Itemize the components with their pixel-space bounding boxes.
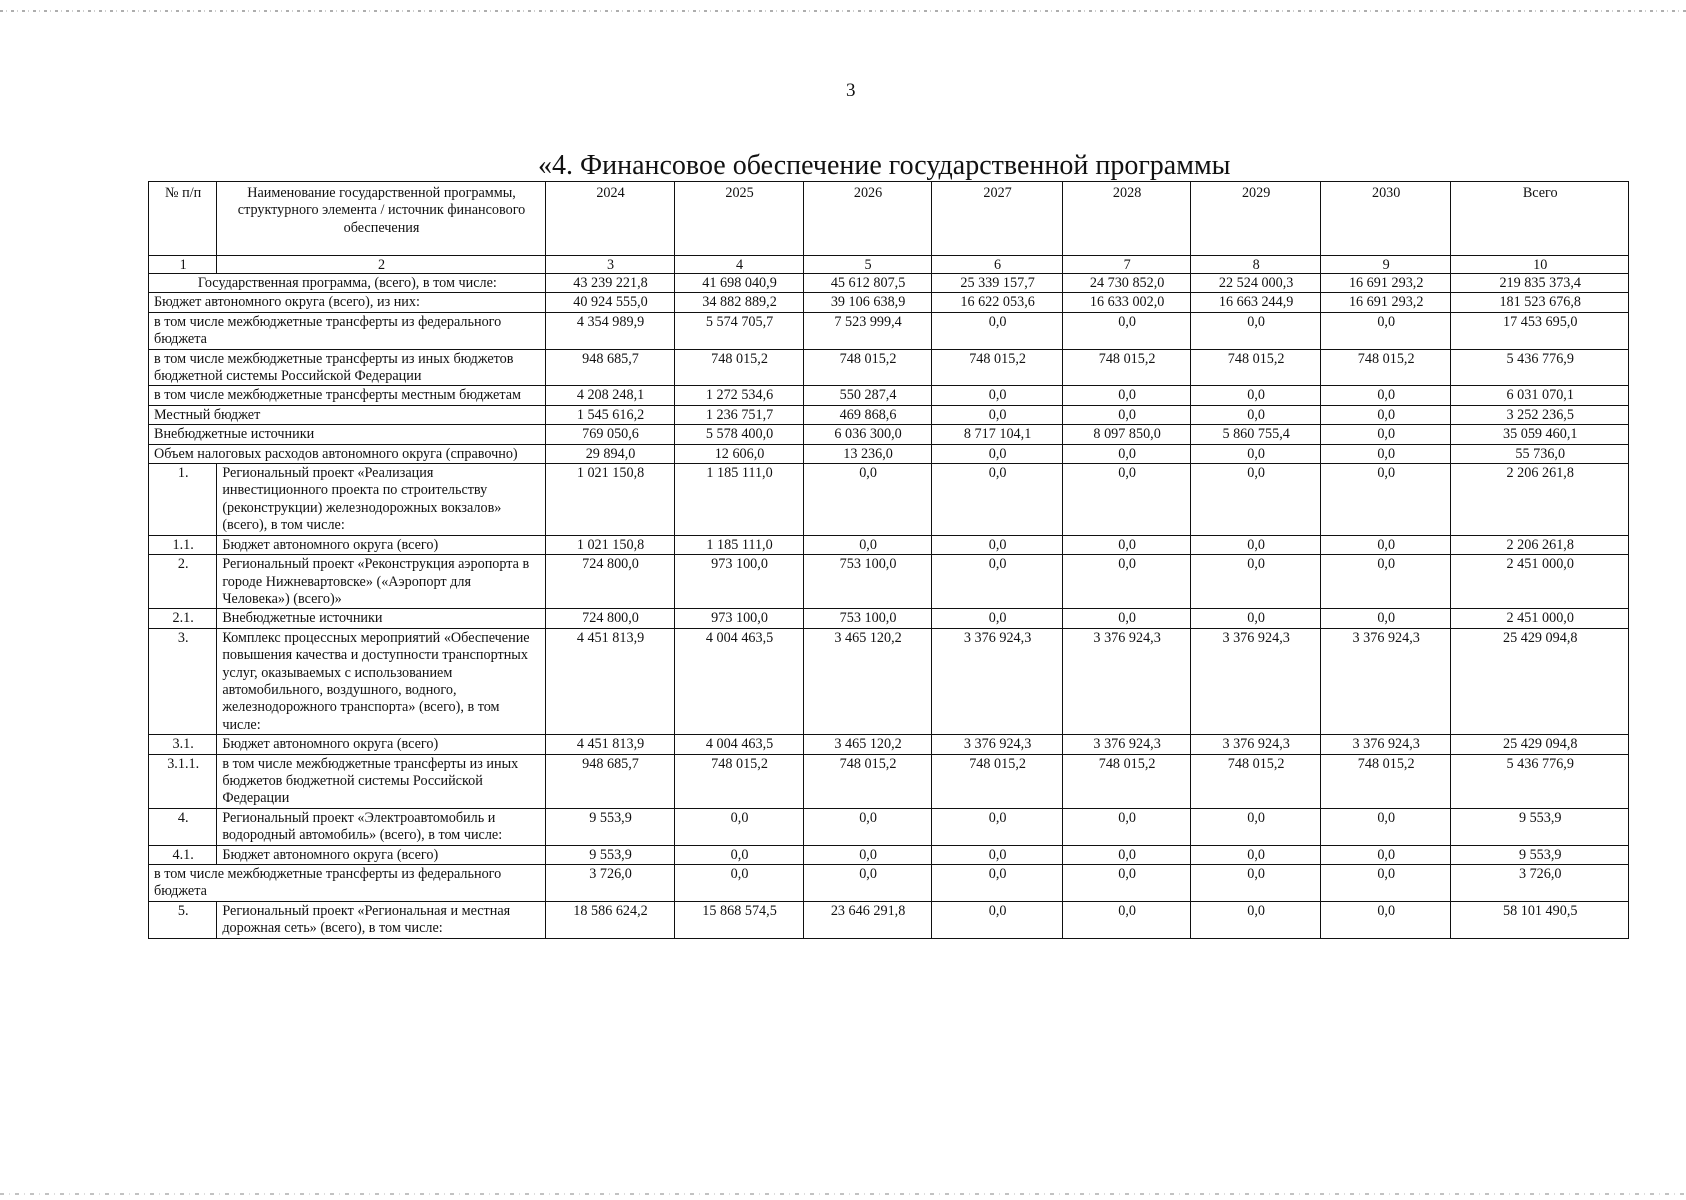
header-num: № п/п: [149, 182, 217, 256]
year-value-cell: 13 236,0: [803, 444, 932, 463]
year-value-cell: 40 924 555,0: [545, 293, 675, 312]
year-value-cell: 0,0: [1062, 444, 1191, 463]
header-name: Наименование государственной программы, структурного элемента / источник финансового обеспечения: [217, 182, 545, 256]
year-value-cell: 0,0: [1191, 845, 1321, 864]
total-cell: 219 835 373,4: [1451, 274, 1629, 293]
row-label: Объем налоговых расходов автономного округа (справочно): [149, 444, 546, 463]
year-value-cell: 0,0: [932, 405, 1063, 424]
year-value-cell: 8 097 850,0: [1062, 425, 1191, 444]
total-cell: 2 451 000,0: [1451, 609, 1629, 628]
row-label: Бюджет автономного округа (всего): [217, 845, 545, 864]
year-value-cell: 748 015,2: [803, 349, 932, 386]
year-value-cell: 39 106 638,9: [803, 293, 932, 312]
year-value-cell: 748 015,2: [1191, 754, 1321, 808]
header-year: 2028: [1062, 182, 1191, 256]
total-cell: 5 436 776,9: [1451, 349, 1629, 386]
table-row: [149, 535, 1629, 554]
row-label: Местный бюджет: [149, 405, 546, 424]
table-row: [149, 312, 1629, 349]
column-number: 5: [803, 256, 932, 274]
year-value-cell: 3 376 924,3: [1191, 735, 1321, 754]
year-value-cell: 16 691 293,2: [1320, 293, 1451, 312]
year-value-cell: 0,0: [1320, 464, 1451, 536]
total-cell: 9 553,9: [1451, 845, 1629, 864]
row-number: 4.: [149, 808, 217, 845]
year-value-cell: 4 208 248,1: [545, 386, 675, 405]
year-value-cell: 0,0: [1191, 464, 1321, 536]
year-value-cell: 748 015,2: [803, 754, 932, 808]
year-value-cell: 3 465 120,2: [803, 628, 932, 734]
total-cell: 6 031 070,1: [1451, 386, 1629, 405]
table-row: [149, 754, 1629, 808]
table-row: [149, 274, 1629, 293]
row-label: Внебюджетные источники: [149, 425, 546, 444]
year-value-cell: 724 800,0: [545, 555, 675, 609]
year-value-cell: 29 894,0: [545, 444, 675, 463]
year-value-cell: 3 465 120,2: [803, 735, 932, 754]
year-value-cell: 18 586 624,2: [545, 901, 675, 938]
year-value-cell: 0,0: [803, 464, 932, 536]
year-value-cell: 753 100,0: [803, 609, 932, 628]
year-value-cell: 0,0: [1320, 405, 1451, 424]
row-number: 2.1.: [149, 609, 217, 628]
row-label: в том числе межбюджетные трансферты из иных бюджетов бюджетной системы Российской Федерации: [149, 349, 546, 386]
year-value-cell: 948 685,7: [545, 349, 675, 386]
year-value-cell: 3 376 924,3: [1320, 735, 1451, 754]
year-value-cell: 0,0: [803, 845, 932, 864]
column-number: 3: [545, 256, 675, 274]
row-label: Бюджет автономного округа (всего): [217, 535, 545, 554]
header-year: 2024: [545, 182, 675, 256]
year-value-cell: 748 015,2: [1191, 349, 1321, 386]
year-value-cell: 0,0: [1191, 386, 1321, 405]
table-row: [149, 444, 1629, 463]
year-value-cell: 0,0: [1320, 535, 1451, 554]
year-value-cell: 3 376 924,3: [932, 735, 1063, 754]
year-value-cell: 0,0: [1062, 464, 1191, 536]
row-label: в том числе межбюджетные трансферты из федерального бюджета: [149, 312, 546, 349]
row-label: Бюджет автономного округа (всего): [217, 735, 545, 754]
year-value-cell: 748 015,2: [932, 349, 1063, 386]
year-value-cell: 0,0: [1062, 609, 1191, 628]
year-value-cell: 1 185 111,0: [675, 535, 804, 554]
year-value-cell: 7 523 999,4: [803, 312, 932, 349]
year-value-cell: 0,0: [932, 609, 1063, 628]
year-value-cell: 4 451 813,9: [545, 735, 675, 754]
year-value-cell: 0,0: [932, 865, 1063, 902]
column-number: 2: [217, 256, 545, 274]
year-value-cell: 4 004 463,5: [675, 628, 804, 734]
section-title: «4. Финансовое обеспечение государственной программы: [538, 150, 1231, 181]
row-label: Комплекс процессных мероприятий «Обеспечение повышения качества и доступности транспортных услуг, оказываемых с использованием автомобильного, воздушного, водного, железнодорожного транспорта» (всего), в том числе:: [217, 628, 545, 734]
year-value-cell: 0,0: [675, 808, 804, 845]
year-value-cell: 748 015,2: [1320, 349, 1451, 386]
year-value-cell: 469 868,6: [803, 405, 932, 424]
row-number: 2.: [149, 555, 217, 609]
total-cell: 2 206 261,8: [1451, 464, 1629, 536]
year-value-cell: 748 015,2: [932, 754, 1063, 808]
column-number: 6: [932, 256, 1063, 274]
row-label: в том числе межбюджетные трансферты из иных бюджетов бюджетной системы Российской Федерации: [217, 754, 545, 808]
year-value-cell: 24 730 852,0: [1062, 274, 1191, 293]
table-row: [149, 386, 1629, 405]
year-value-cell: 0,0: [1320, 901, 1451, 938]
year-value-cell: 22 524 000,3: [1191, 274, 1321, 293]
year-value-cell: 748 015,2: [1320, 754, 1451, 808]
column-number: 7: [1062, 256, 1191, 274]
row-label: Региональный проект «Реконструкция аэропорта в городе Нижневартовске» («Аэропорт для Человека») (всего)»: [217, 555, 545, 609]
row-label: Внебюджетные источники: [217, 609, 545, 628]
header-year: 2027: [932, 182, 1063, 256]
year-value-cell: 0,0: [932, 444, 1063, 463]
total-cell: 9 553,9: [1451, 808, 1629, 845]
year-value-cell: 12 606,0: [675, 444, 804, 463]
year-value-cell: 5 578 400,0: [675, 425, 804, 444]
year-value-cell: 3 726,0: [545, 865, 675, 902]
year-value-cell: 3 376 924,3: [932, 628, 1063, 734]
year-value-cell: 753 100,0: [803, 555, 932, 609]
scan-edge-top: [0, 10, 1686, 12]
year-value-cell: 0,0: [1320, 609, 1451, 628]
row-number: 3.1.1.: [149, 754, 217, 808]
financing-table: [148, 181, 1629, 939]
total-cell: 3 726,0: [1451, 865, 1629, 902]
table-row: [149, 349, 1629, 386]
table-row: [149, 735, 1629, 754]
row-label: в том числе межбюджетные трансферты местным бюджетам: [149, 386, 546, 405]
total-cell: 25 429 094,8: [1451, 735, 1629, 754]
year-value-cell: 0,0: [932, 808, 1063, 845]
year-value-cell: 0,0: [803, 808, 932, 845]
table-row: [149, 609, 1629, 628]
table-row: [149, 555, 1629, 609]
page-number: 3: [846, 80, 856, 101]
year-value-cell: 724 800,0: [545, 609, 675, 628]
year-value-cell: 0,0: [1062, 845, 1191, 864]
year-value-cell: 16 663 244,9: [1191, 293, 1321, 312]
year-value-cell: 0,0: [1191, 405, 1321, 424]
year-value-cell: 3 376 924,3: [1320, 628, 1451, 734]
table-row: [149, 293, 1629, 312]
year-value-cell: 4 004 463,5: [675, 735, 804, 754]
year-value-cell: 1 185 111,0: [675, 464, 804, 536]
row-label: Государственная программа, (всего), в том числе:: [149, 274, 546, 293]
year-value-cell: 0,0: [1062, 405, 1191, 424]
year-value-cell: 3 376 924,3: [1062, 628, 1191, 734]
year-value-cell: 0,0: [1320, 425, 1451, 444]
row-label: Бюджет автономного округа (всего), из них:: [149, 293, 546, 312]
year-value-cell: 748 015,2: [675, 349, 804, 386]
total-cell: 2 451 000,0: [1451, 555, 1629, 609]
year-value-cell: 0,0: [1191, 865, 1321, 902]
year-value-cell: 0,0: [1191, 901, 1321, 938]
header-year: 2030: [1320, 182, 1451, 256]
year-value-cell: 973 100,0: [675, 555, 804, 609]
year-value-cell: 0,0: [932, 535, 1063, 554]
year-value-cell: 5 860 755,4: [1191, 425, 1321, 444]
year-value-cell: 16 633 002,0: [1062, 293, 1191, 312]
column-number: 10: [1451, 256, 1629, 274]
table-row: [149, 425, 1629, 444]
year-value-cell: 1 021 150,8: [545, 535, 675, 554]
year-value-cell: 16 622 053,6: [932, 293, 1063, 312]
total-cell: 35 059 460,1: [1451, 425, 1629, 444]
table-body: [149, 182, 1629, 939]
year-value-cell: 25 339 157,7: [932, 274, 1063, 293]
year-value-cell: 43 239 221,8: [545, 274, 675, 293]
header-year: 2026: [803, 182, 932, 256]
year-value-cell: 0,0: [932, 312, 1063, 349]
year-value-cell: 3 376 924,3: [1062, 735, 1191, 754]
table-row: [149, 464, 1629, 536]
year-value-cell: 748 015,2: [675, 754, 804, 808]
total-cell: 5 436 776,9: [1451, 754, 1629, 808]
total-cell: 2 206 261,8: [1451, 535, 1629, 554]
year-value-cell: 0,0: [1320, 312, 1451, 349]
year-value-cell: 23 646 291,8: [803, 901, 932, 938]
table-row: [149, 628, 1629, 734]
year-value-cell: 748 015,2: [1062, 754, 1191, 808]
year-value-cell: 0,0: [803, 535, 932, 554]
year-value-cell: 0,0: [1320, 845, 1451, 864]
row-number: 1.: [149, 464, 217, 536]
row-number: 5.: [149, 901, 217, 938]
year-value-cell: 3 376 924,3: [1191, 628, 1321, 734]
year-value-cell: 0,0: [675, 865, 804, 902]
year-value-cell: 9 553,9: [545, 808, 675, 845]
year-value-cell: 6 036 300,0: [803, 425, 932, 444]
year-value-cell: 5 574 705,7: [675, 312, 804, 349]
year-value-cell: 0,0: [1320, 555, 1451, 609]
year-value-cell: 0,0: [1191, 555, 1321, 609]
year-value-cell: 16 691 293,2: [1320, 274, 1451, 293]
total-cell: 55 736,0: [1451, 444, 1629, 463]
row-number: 4.1.: [149, 845, 217, 864]
total-cell: 17 453 695,0: [1451, 312, 1629, 349]
header-year: 2029: [1191, 182, 1321, 256]
row-label: Региональный проект «Реализация инвестиционного проекта по строительству (реконструкции) железнодорожных вокзалов» (всего), в том числе:: [217, 464, 545, 536]
year-value-cell: 41 698 040,9: [675, 274, 804, 293]
year-value-cell: 948 685,7: [545, 754, 675, 808]
year-value-cell: 0,0: [1062, 312, 1191, 349]
total-cell: 58 101 490,5: [1451, 901, 1629, 938]
year-value-cell: 0,0: [1191, 535, 1321, 554]
year-value-cell: 0,0: [1191, 444, 1321, 463]
year-value-cell: 15 868 574,5: [675, 901, 804, 938]
year-value-cell: 0,0: [1062, 808, 1191, 845]
year-value-cell: 4 451 813,9: [545, 628, 675, 734]
row-label: Региональный проект «Региональная и местная дорожная сеть» (всего), в том числе:: [217, 901, 545, 938]
row-label: в том числе межбюджетные трансферты из федерального бюджета: [149, 865, 546, 902]
year-value-cell: 0,0: [932, 464, 1063, 536]
year-value-cell: 0,0: [1062, 555, 1191, 609]
table-row: [149, 901, 1629, 938]
total-cell: 25 429 094,8: [1451, 628, 1629, 734]
year-value-cell: 34 882 889,2: [675, 293, 804, 312]
year-value-cell: 1 545 616,2: [545, 405, 675, 424]
table-row: [149, 405, 1629, 424]
header-year: 2025: [675, 182, 804, 256]
column-number: 8: [1191, 256, 1321, 274]
year-value-cell: 0,0: [1191, 609, 1321, 628]
column-number: 9: [1320, 256, 1451, 274]
column-number: 1: [149, 256, 217, 274]
year-value-cell: 45 612 807,5: [803, 274, 932, 293]
year-value-cell: 769 050,6: [545, 425, 675, 444]
column-number: 4: [675, 256, 804, 274]
total-cell: 181 523 676,8: [1451, 293, 1629, 312]
total-cell: 3 252 236,5: [1451, 405, 1629, 424]
year-value-cell: 0,0: [1320, 386, 1451, 405]
year-value-cell: 0,0: [1191, 808, 1321, 845]
row-number: 1.1.: [149, 535, 217, 554]
year-value-cell: 0,0: [803, 865, 932, 902]
year-value-cell: 550 287,4: [803, 386, 932, 405]
year-value-cell: 0,0: [1062, 901, 1191, 938]
year-value-cell: 748 015,2: [1062, 349, 1191, 386]
year-value-cell: 0,0: [1062, 865, 1191, 902]
row-number: 3.1.: [149, 735, 217, 754]
year-value-cell: 1 021 150,8: [545, 464, 675, 536]
year-value-cell: 0,0: [1062, 535, 1191, 554]
scan-edge-bottom: [0, 1193, 1686, 1195]
year-value-cell: 9 553,9: [545, 845, 675, 864]
year-value-cell: 0,0: [1191, 312, 1321, 349]
year-value-cell: 973 100,0: [675, 609, 804, 628]
year-value-cell: 0,0: [932, 555, 1063, 609]
year-value-cell: 1 272 534,6: [675, 386, 804, 405]
year-value-cell: 0,0: [1320, 444, 1451, 463]
year-value-cell: 0,0: [1320, 808, 1451, 845]
year-value-cell: 0,0: [932, 901, 1063, 938]
year-value-cell: 1 236 751,7: [675, 405, 804, 424]
table-row: [149, 808, 1629, 845]
year-value-cell: 0,0: [932, 386, 1063, 405]
table-row: [149, 865, 1629, 902]
year-value-cell: 0,0: [1320, 865, 1451, 902]
column-number-row: [149, 256, 1629, 274]
row-number: 3.: [149, 628, 217, 734]
year-value-cell: 0,0: [932, 845, 1063, 864]
year-value-cell: 0,0: [675, 845, 804, 864]
year-value-cell: 8 717 104,1: [932, 425, 1063, 444]
year-value-cell: 4 354 989,9: [545, 312, 675, 349]
row-label: Региональный проект «Электроавтомобиль и водородный автомобиль» (всего), в том числе:: [217, 808, 545, 845]
year-value-cell: 0,0: [1062, 386, 1191, 405]
header-row: [149, 182, 1629, 256]
header-total: Всего: [1451, 182, 1629, 256]
table-row: [149, 845, 1629, 864]
